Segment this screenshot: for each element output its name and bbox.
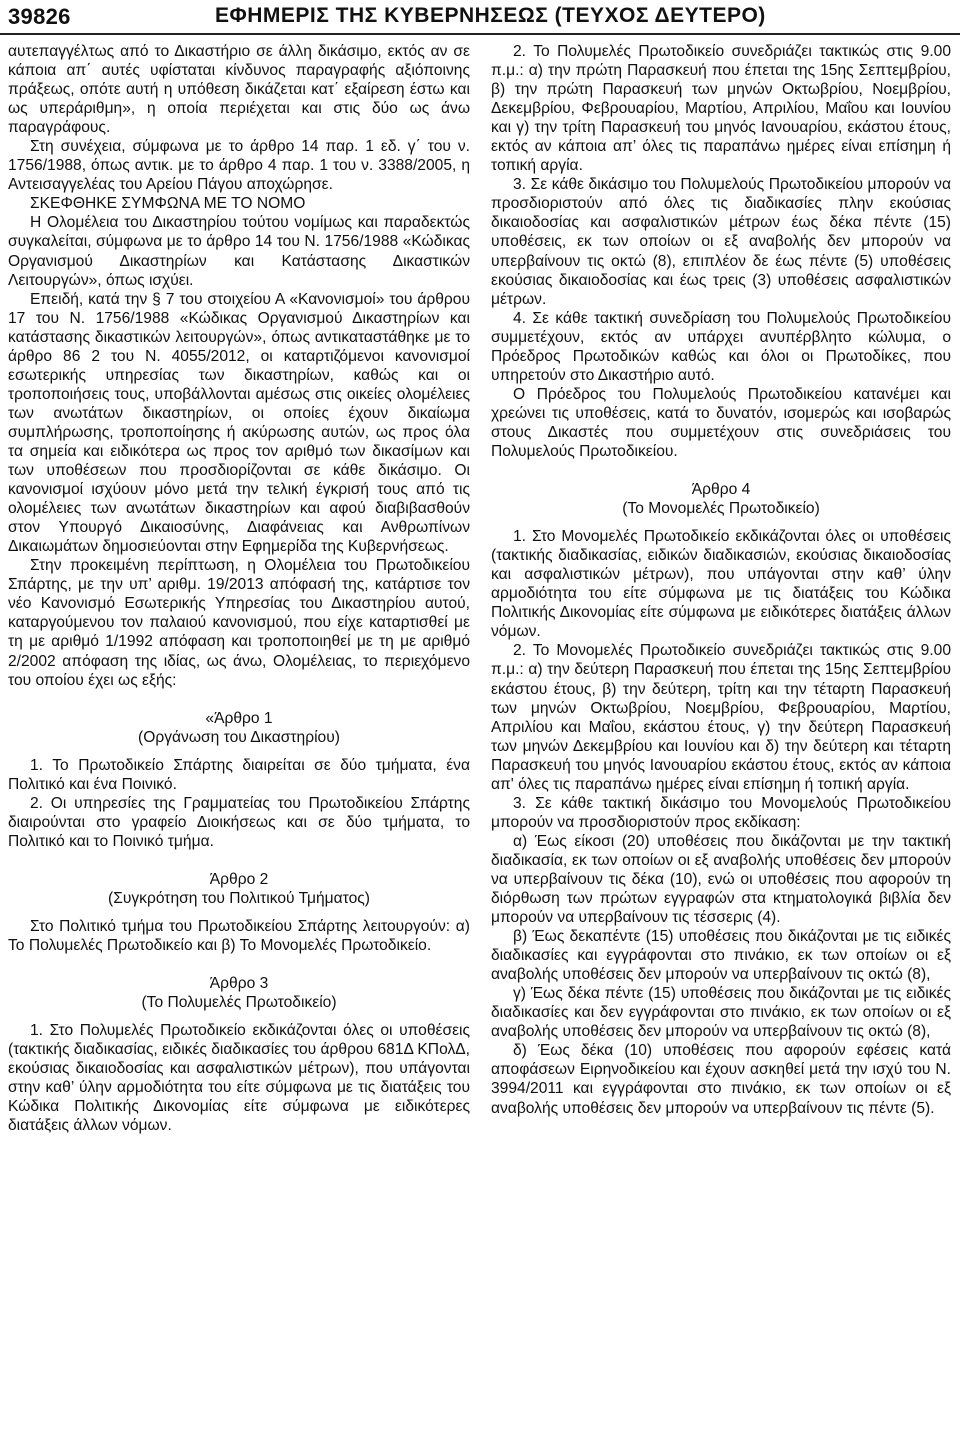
paragraph: 4. Σε κάθε τακτική συνεδρίαση του Πολυμελούς Πρωτοδικείου συμμετέχουν, εκτός αν υπάρχει ανυπέρβλητο κώλυμα, ο Πρόεδρος Πρωτοδικών καθώς και όλοι οι Πρωτοδίκες, που υπηρετούν στο Δικαστήριο αυτό. (491, 309, 951, 384)
paragraph: Η Ολομέλεια του Δικαστηρίου τούτου νομίμως και παραδεκτώς συγκαλείται, σύμφωνα με το άρθρο 14 του Ν. 1756/1988 «Κώδικας Οργανισμού Δικαστηρίων και Κατάστασης Δικαστικών Λειτουργών», όπως ισχύει. (8, 214, 470, 289)
paragraph: Ο Πρόεδρος του Πολυμελούς Πρωτοδικείου κατανέμει και χρεώνει τις υποθέσεις, κατά το δυνατόν, ισομερώς και ισοβαρώς στους Δικαστές που συμμετέχουν στις συνεδριάσεις του Πολυμελούς Πρωτοδικείου. (491, 385, 951, 460)
section-heading: ΣΚΕΦΘΗΚΕ ΣΥΜΦΩΝΑ ΜΕ ΤΟ ΝΟΜΟ (30, 195, 306, 213)
article-title: Άρθρο 4 (691, 481, 751, 499)
right-column (491, 42, 951, 1118)
header-divider (0, 33, 960, 35)
article-subtitle: (Οργάνωση του Δικαστηρίου) (138, 728, 340, 746)
paragraph: Επειδή, κατά την § 7 του στοιχείου Α «Κανονισμοί» του άρθρου 17 του Ν. 1756/1988 «Κώδικας Οργανισμού Δικαστηρίων και κατάστασης δικαστικών λειτουργών», όπως αντικαταστάθηκε με το άρθρο 86 2 του Ν. 4055/2012, οι καταρτιζόμενοι κανονισμοί εσωτερικής υπηρεσίας των δικαστηρίων, καθώς και οι τροποποιήσεις τους, υποβάλλονται αμέσως στις οικείες ολομέλειες των ανωτάτων δικαστηρίων, οι οποίες έχουν δικαίωμα συμπλήρωσης, τροποποίησης ή ακύρωσης αυτών, ως προς όλα τα σημεία και ειδικότερα ως προς τον αριθμό των δικασίμων και των υποθέσεων που προσδιορίζονται σε κάθε δικάσιμο. Οι κανονισμοί ισχύουν μόνο μετά την τελική έγκρισή τους από τις ολομέλειες των ανωτάτων δικαστηρίων και αφού διαβιβασθούν στον Υπουργό Δικαιοσύνης, Διαφάνειας και Ανθρωπίνων Δικαιωμάτων δημοσιεύονται στην Εφημερίδα της Κυβερνήσεως. (8, 290, 470, 556)
paragraph: 1. Το Πρωτοδικείο Σπάρτης διαιρείται σε δύο τμήματα, ένα Πολιτικό και ένα Ποινικό. (8, 756, 470, 793)
paragraph: 3. Σε κάθε τακτική δικάσιμο του Μονομελούς Πρωτοδικείου μπορούν να προσδιοριστούν προς εκδίκαση: (491, 794, 951, 831)
paragraph: 1. Στο Πολυμελές Πρωτοδικείο εκδικάζονται όλες οι υποθέσεις (τακτικής διαδικασίας, ειδικές διαδικασίες του άρθρου 681Δ ΚΠολΔ, εκούσιας δικαιοδοσίας και ασφαλιστικών μέτρων), που υπάγονται στην καθ’ ύλην αρμοδιότητα του είτε σύμφωνα με τις διατάξεις του Κώδικα Πολιτικής Δικονομίας είτε σύμφωνα με ειδικότερες διατάξεις άλλων νόμων. (8, 1022, 470, 1135)
article-subtitle: (Το Μονομελές Πρωτοδικείο) (622, 500, 820, 518)
article-title: Άρθρο 3 (209, 975, 269, 993)
list-item: γ) Έως δέκα πέντε (15) υποθέσεις που δικάζονται με τις ειδικές διαδικασίες και δεν εγγράφονται στο πινάκιο, εκ των οποίων οι εξ αναβολής υποθέσεις δεν μπορούν να υπερβαίνουν τις οκτώ (8), (491, 985, 951, 1041)
paragraph: 1. Στο Μονομελές Πρωτοδικείο εκδικάζονται όλες οι υποθέσεις (τακτικής διαδικασίας, ειδικών διαδικασιών, εκούσιας δικαιοδοσίας και ασφαλιστικών μέτρων), που υπάγονται στην καθ’ ύλην αρμοδιότητα του είτε σύμφωνα με τις διατάξεις του Κώδικα Πολιτικής Δικονομίας είτε σύμφωνα με ειδικότερες διατάξεις άλλων νόμων. (491, 528, 951, 641)
list-item: α) Έως είκοσι (20) υποθέσεις που δικάζονται με την τακτική διαδικασία, εκ των οποίων οι εξ αναβολής υποθέσεις δεν μπορούν να υπερβαίνουν τις δέκα (10), ενώ οι υποθέσεις που αφορούν τη διόρθωση των πρώτων εγγραφών στα κτηματολογικά βιβλία δεν μπορούν να υπερβαίνουν τις τέσσερις (4). (491, 832, 951, 927)
article-subtitle: (Το Πολυμελές Πρωτοδικείο) (141, 994, 337, 1012)
page-header (0, 0, 960, 34)
paragraph: 2. Το Μονομελές Πρωτοδικείο συνεδριάζει τακτικώς στις 9.00 π.μ.: α) την δεύτερη Παρασκευή που έπεται της 15ης Σεπτεμβρίου εκάστου έτους, β) την δεύτερη, τρίτη και την τέταρτη Παρασκευή των μηνών Οκτωβρίου, Νοεμβρίου, Φεβρουαρίου, Μαρτίου, Απριλίου και Μαΐου, εκάστου έτους, γ) την δεύτερη Παρασκευή των μηνών Δεκεμβρίου και Ιουνίου και δ) την δεύτερη και τέταρτη Παρασκευή του μηνός Ιανουαρίου εκάστου έτους, εκτός αν κάποια απ' όλες τις παραπάνω ημέρες είναι επίσημη ή τοπική αργία. (491, 642, 951, 793)
article-title: Άρθρο 2 (209, 870, 269, 888)
gazette-title: ΕΦΗΜΕΡΙΣ ΤΗΣ ΚΥΒΕΡΝΗΣΕΩΣ (ΤΕΥΧΟΣ ΔΕΥΤΕΡΟ) (215, 4, 766, 27)
list-item: δ) Έως δέκα (10) υποθέσεις που αφορούν εφέσεις κατά αποφάσεων Ειρηνοδικείου και έχουν ασκηθεί μετά την ισχύ του Ν. 3994/2011 και εγγράφονται στο πινάκιο, εκ των οποίων οι εξ αναβολής υποθέσεις δεν μπορούν να υπερβαίνουν τις πέντε (5). (491, 1042, 951, 1117)
left-column (8, 42, 470, 1135)
paragraph: 2. Οι υπηρεσίες της Γραμματείας του Πρωτοδικείου Σπάρτης διαιρούνται στο γραφείο Διοικήσεως και σε δύο τμήματα, το Πολιτικό και το Ποινικό τμήμα. (8, 794, 470, 850)
paragraph: αυτεπαγγέλτως από το Δικαστήριο σε άλλη δικάσιμο, εκτός αν σε κάποια απ΄ αυτές υφίσταται κίνδυνος παραγραφής αξιόποινης πράξεως, οπότε αυτή η υπόθεση δικάζεται κατ΄ εξαίρεση έστω και ως υπεράριθμη», η οποία περιέχεται και στις δύο ως άνω παραγράφους. (8, 43, 470, 137)
page-number: 39826 (8, 4, 71, 29)
paragraph: Στην προκειμένη περίπτωση, η Ολομέλεια του Πρωτοδικείου Σπάρτης, με την υπ’ αριθμ. 19/2013 απόφασή της, κατάρτισε τον νέο Κανονισμό Εσωτερικής Υπηρεσίας του Δικαστηρίου αυτού, καταργούμενου τον παλαιού κανονισμού, που είχε καταρτισθεί με τη με αριθμό 1/1992 απόφαση και τροποποιηθεί με τη με αριθμό 2/2002 απόφαση της ιδίας, ως άνω, Ολομέλειας, το περιεχόμενο του οποίου έχει ως εξής: (8, 557, 470, 689)
paragraph: 3. Σε κάθε δικάσιμο του Πολυμελούς Πρωτοδικείου μπορούν να προσδιοριστούν από όλες τις διαδικασίες πλην εκούσιας δικαιοδοσίας και ασφαλιστικών μέτρων έως δέκα πέντε (15) υποθέσεις, εκ των οποίων οι εξ αναβολής δεν μπορούν να υπερβαίνουν τις οκτώ (8), επιπλέον δε έως πέντε (5) υποθέσεις εκούσιας δικαιοδοσίας και έως τρεις (3) υποθέσεις ασφαλιστικών μέτρων. (491, 176, 951, 308)
article-title: «Άρθρο 1 (205, 709, 273, 727)
paragraph: Στο Πολιτικό τμήμα του Πρωτοδικείου Σπάρτης λειτουργούν: α) Το Πολυμελές Πρωτοδικείο και β) Το Μονομελές Πρωτοδικείο. (8, 918, 470, 955)
paragraph: 2. Το Πολυμελές Πρωτοδικείο συνεδριάζει τακτικώς στις 9.00 π.μ.: α) την πρώτη Παρασκευή που έπεται της 15ης Σεπτεμβρίου, β) την πρώτη Παρασκευή των μηνών Οκτωβρίου, Νοεμβρίου, Δεκεμβρίου, Φεβρουαρίου, Μαρτίου, Απριλίου, Μαΐου και Ιουνίου και γ) την τρίτη Παρασκευή του μηνός Ιανουαρίου, εκάστου έτους, εκτός αν κάποια απ’ όλες τις παραπάνω ημέρες είναι επίσημη ή τοπική αργία. (491, 43, 951, 175)
paragraph: Στη συνέχεια, σύμφωνα με το άρθρο 14 παρ. 1 εδ. γ΄ του ν. 1756/1988, όπως αντικ. με το άρθρο 4 παρ. 1 του ν. 3388/2005, η Αντεισαγγελέας του Αρείου Πάγου αποχώρησε. (8, 138, 470, 194)
list-item: β) Έως δεκαπέντε (15) υποθέσεις που δικάζονται με τις ειδικές διαδικασίες και εγγράφονται στο πινάκιο, εκ των οποίων οι εξ αναβολής υποθέσεις δεν μπορούν να υπερβαίνουν τις οκτώ (8), (491, 928, 951, 984)
article-subtitle: (Συγκρότηση του Πολιτικού Τμήματος) (108, 889, 370, 907)
